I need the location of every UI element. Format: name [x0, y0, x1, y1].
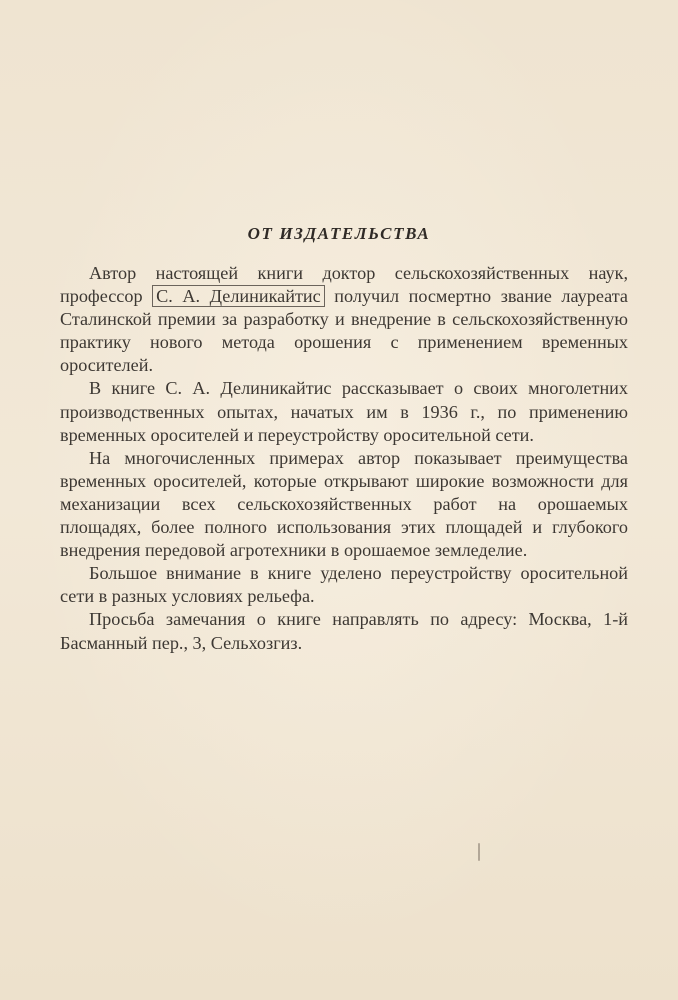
- paragraph-1-before: Автор настоящей книги доктор сельскохозяйственных наук, профессор: [60, 263, 628, 307]
- paragraph-2: В книге С. А. Делиникайтис рассказывает о своих многолетних производственных опытах, начатых им в 1936 г., по применению временных оросителей и переустройству оросительной сети.: [60, 378, 628, 445]
- paragraph-4: Большое внимание в книге уделено переустройству оросительной сети в разных условиях рельефа.: [60, 563, 628, 607]
- paragraph-1: [60, 262, 628, 377]
- paragraph-5: Просьба замечания о книге направлять по адресу: Москва, 1-й Басманный пер., 3, Сельхозгиз.: [60, 609, 628, 653]
- page-heading: ОТ ИЗДАТЕЛЬСТВА: [247, 224, 431, 243]
- author-name-boxed: С. А. Делиникайтис: [152, 285, 325, 307]
- publisher-note: [60, 262, 628, 655]
- paragraph-3: На многочисленных примерах автор показывает преимущества временных оросителей, которые открывают широкие возможности для механизации всех сельскохозяйственных работ на орошаемых площадях, более полного использования этих площадей и глубокого внедрения передовой агротехники в орошаемое земледелие.: [60, 447, 628, 561]
- print-speck: [478, 843, 480, 861]
- paragraph-1-after: получил посмертно звание лауреата Сталинской премии за разработку и внедрение в сельскохозяйственную практику нового метода орошения с применением временных оросителей.: [60, 286, 628, 376]
